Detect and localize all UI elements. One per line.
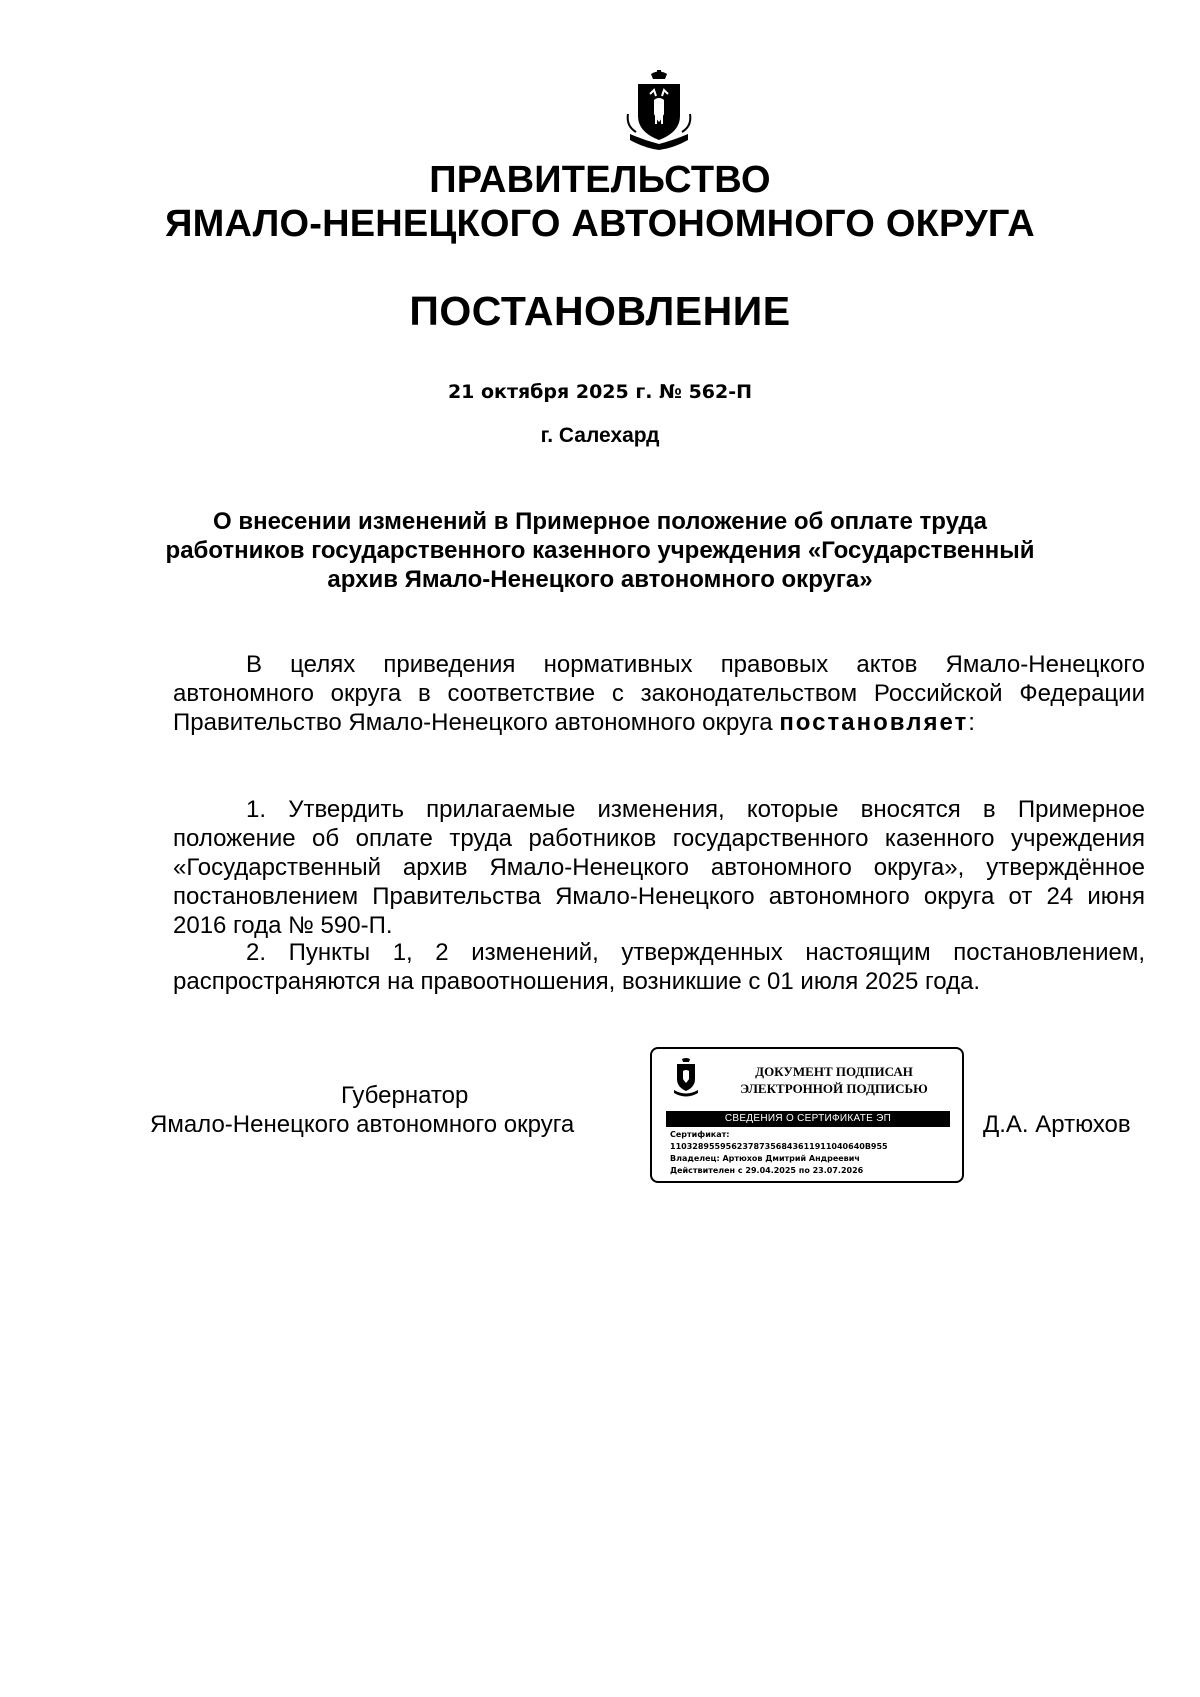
preamble-text: В целях приведения нормативных правовых актов Ямало-Ненецкого автономного округа в соответствие с законодательством Российской Федерации Правительство Ямало-Ненецкого автономного округа <box>173 651 1145 736</box>
preamble-paragraph <box>173 650 1145 737</box>
preamble-end: : <box>968 709 975 736</box>
stamp-cert-label: Сертификат: <box>670 1130 730 1139</box>
subject-line1: О внесении изменений в Примерное положение об оплате труда <box>213 508 987 535</box>
coat-of-arms-emblem <box>624 70 694 154</box>
document-subject <box>150 507 1050 594</box>
stamp-owner: Владелец: Артюхов Дмитрий Андреевич <box>670 1154 860 1163</box>
item-1-text: 1. Утвердить прилагаемые изменения, которые вносятся в Примерное положение об оплате труда работников государственного казенного учреждения «Государственный архив Ямало-Ненецкого автономного округа», утверждённое постановлением Правительства Ямало-Ненецкого автономного округа от 24 июня 2016 года № 590-П. <box>173 796 1145 939</box>
stamp-cert-number: 11032895595623787356843611911040640B955 <box>670 1142 888 1151</box>
document-date-number: 21 октября 2025 г. № 562-П <box>447 381 753 403</box>
government-title-line1: ПРАВИТЕЛЬСТВО <box>429 159 771 201</box>
stamp-title-line2: ЭЛЕКТРОННОЙ ПОДПИСЬЮ <box>740 1081 928 1096</box>
signer-position <box>150 1081 690 1139</box>
item-1-paragraph <box>173 795 1145 940</box>
signer-position-line1: Губернатор <box>341 1082 469 1109</box>
stamp-validity: Действителен с 29.04.2025 по 23.07.2026 <box>670 1166 864 1175</box>
document-city: г. Салехард <box>540 424 660 447</box>
stamp-cert-details <box>670 1129 888 1177</box>
item-2-paragraph <box>173 938 1145 996</box>
stamp-title-line1: ДОКУМЕНТ ПОДПИСАН <box>755 1064 913 1079</box>
subject-line2: работников государственного казенного учреждения «Государственный <box>165 537 1035 564</box>
government-title <box>0 158 1200 246</box>
electronic-signature-stamp <box>650 1047 964 1183</box>
stamp-cert-header: СВЕДЕНИЯ О СЕРТИФИКАТЕ ЭП <box>666 1111 950 1127</box>
stamp-title <box>712 1063 956 1097</box>
decree-word: постановляет <box>779 709 969 736</box>
stamp-emblem-icon <box>672 1057 700 1101</box>
subject-line3: архив Ямало-Ненецкого автономного округа» <box>327 566 873 593</box>
item-2-text: 2. Пункты 1, 2 изменений, утвержденных настоящим постановлением, распространяются на правоотношения, возникшие с 01 июля 2025 года. <box>173 939 1145 995</box>
signer-position-line2: Ямало-Ненецкого автономного округа <box>150 1111 575 1138</box>
document-type: ПОСТАНОВЛЕНИЕ <box>409 288 791 334</box>
government-title-line2: ЯМАЛО-НЕНЕЦКОГО АВТОНОМНОГО ОКРУГА <box>165 203 1035 245</box>
signer-name: Д.А. Артюхов <box>983 1111 1131 1138</box>
